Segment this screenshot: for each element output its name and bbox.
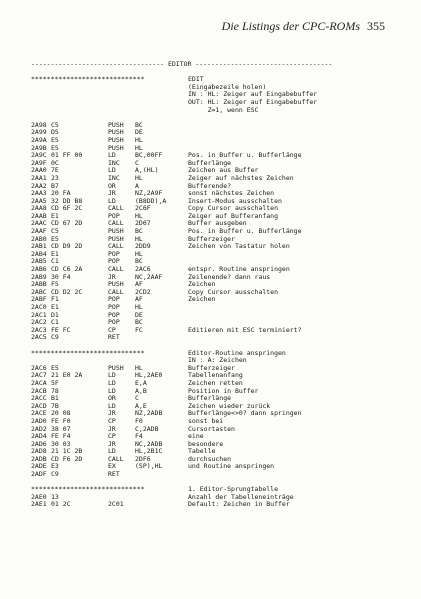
address: 2AA2 [31,181,47,190]
address: 2AC3 [31,325,47,334]
code-line [31,296,416,304]
mnemonic: POP [108,310,120,319]
code-line [31,441,416,449]
address: 2AA1 [31,173,47,182]
comment-text: Z=1, wenn ESC [188,105,259,114]
comment: besondere [188,439,224,448]
comment: eine [188,432,204,441]
comment: und Routine anspringen [188,462,275,471]
opcode-bytes: 0C [51,158,59,167]
address: 2ACC [31,394,47,403]
mnemonic: LD [108,371,116,380]
operand: DE [135,128,143,137]
address: 2AB4 [31,249,47,258]
mnemonic: LD [108,196,116,205]
address: 2AD4 [31,432,47,441]
operand: HL [135,249,143,258]
section-heading: Editor-Routine anspringen [188,348,286,357]
operand: BC [135,120,143,129]
mnemonic: CALL [108,242,124,251]
address: 2AD2 [31,424,47,433]
mnemonic: POP [108,318,120,327]
code-line [31,463,416,471]
opcode-bytes: 5F [51,378,59,387]
mnemonic: POP [108,249,120,258]
operand: C,2ADB [135,424,159,433]
address: 2ACE [31,409,47,418]
mnemonic: PUSH [108,363,124,372]
operand: BC,00FF [135,151,163,160]
comment: Zeichen retten [188,378,243,387]
address: 2AB9 [31,272,47,281]
operand: HL [135,135,143,144]
operand: HL,2B1C [135,447,163,456]
mnemonic: CALL [108,219,124,228]
address: 2AC5 [31,333,47,342]
address: 2A99 [31,128,47,137]
mnemonic: CP [108,325,116,334]
section-divider: ---------------------------------- EDITOR ----------------------------------- [31,60,333,68]
comment: sonst nächstes Zeichen [188,189,275,198]
operand: BC [135,318,143,327]
mnemonic: OR [108,181,116,190]
mnemonic: JR [108,272,116,281]
opcode-bytes: 38 07 [51,424,71,433]
address: 2AE1 [31,500,47,509]
operand: NC,2ADB [135,439,163,448]
address: 2ADE [31,462,47,471]
address: 2AC0 [31,303,47,311]
mnemonic: POP [108,295,120,304]
operand: NZ,2A9F [135,189,163,198]
comment: Zeichen [188,295,216,304]
comment: Anzahl der Tabelleneinträge [188,492,294,501]
comment-line [31,107,416,115]
operand: 2D67 [135,219,151,228]
mnemonic: RET [108,470,120,479]
address: 2ABF [31,295,47,304]
mnemonic: CALL [108,454,124,463]
opcode-bytes: 7E [51,166,59,175]
operand: F0 [135,416,143,425]
operand: HL [135,211,143,220]
section-heading: EDIT [188,75,204,84]
address: 2A9C [31,151,47,160]
comment: Insert-Modus ausschalten [188,196,282,205]
mnemonic: LD [108,447,116,456]
mnemonic: CALL [108,204,124,213]
mnemonic: JR [108,424,116,433]
opcode-bytes: F5 [51,280,59,289]
opcode-bytes: C5 [51,227,59,236]
operand: DE [135,310,143,319]
code-line [31,327,416,335]
mnemonic: LD [108,378,116,387]
operand: A,B [135,386,147,395]
code-line [31,129,416,137]
comment: Tabellenanfang [188,371,243,380]
opcode-bytes: C1 [51,318,59,327]
mnemonic: POP [108,257,120,266]
address: 2AAC [31,219,47,228]
comment: Pos. in Buffer u. Bufferlänge [188,151,302,160]
comment-text: (Eingabezeile holen) [188,82,267,91]
operand: HL [135,303,143,311]
opcode-bytes: C5 [51,120,59,129]
comment: durchsuchen [188,454,232,463]
operand: 2DF6 [135,454,151,463]
code-line [31,243,416,251]
mnemonic: CP [108,432,116,441]
mnemonic: POP [108,211,120,220]
address: 2AA8 [31,204,47,213]
address: 2AAF [31,227,47,236]
opcode-bytes: CD F6 2D [51,454,83,463]
comment: Bufferende? [188,181,232,190]
address: 2ABB [31,280,47,289]
opcode-bytes: B1 [51,394,59,403]
opcode-bytes: D1 [51,310,59,319]
opcode-bytes: E5 [51,143,59,152]
comment: sonst bei [188,416,224,425]
mnemonic: JR [108,439,116,448]
mnemonic: LD [108,401,116,410]
address: 2ADF [31,470,47,479]
mnemonic: PUSH [108,234,124,243]
mnemonic: CP [108,416,116,425]
opcode-bytes: CD 6F 2C [51,204,83,213]
opcode-bytes: C1 [51,257,59,266]
section-heading: 1. Editor-Sprungtabelle [188,485,279,494]
code-line [31,122,416,130]
code-line [31,433,416,441]
opcode-bytes: FE FC [51,325,71,334]
comment: Zeichen von Tastatur holen [188,242,290,251]
comment: Zeilenende? dann raus [188,272,271,281]
code-line [31,426,416,434]
opcode-bytes: 30 F4 [51,272,71,281]
operand: HL,2AE0 [135,371,163,380]
opcode-bytes: C9 [51,470,59,479]
operand: HL [135,143,143,152]
comment: Zeiger auf Bufferanfang [188,211,279,220]
comment: Bufferlänge [188,394,232,403]
code-line [31,289,416,297]
address: 2AD0 [31,416,47,425]
mnemonic: PUSH [108,120,124,129]
address: 2AA0 [31,166,47,175]
comment: Zeichen aus Buffer [188,166,259,175]
opcode-bytes: 21 E0 2A [51,371,83,380]
star-separator: ***************************** [31,485,145,494]
mnemonic: PUSH [108,143,124,152]
operand: HL [135,363,143,372]
mnemonic: INC [108,158,120,167]
mnemonic: LD [108,151,116,160]
operand: E,A [135,378,147,387]
opcode-bytes: CD D2 2C [51,287,83,296]
mnemonic: LD [108,386,116,395]
running-title: Die Listings der CPC-ROMs [221,19,360,33]
opcode-bytes: 78 [51,386,59,395]
code-line [31,410,416,418]
mnemonic: PUSH [108,135,124,144]
address: 2ABC [31,287,47,296]
operand: A,(HL) [135,166,159,175]
code-line [31,334,416,342]
blank-line [31,114,416,122]
opcode-bytes: 01 FF 00 [51,151,83,160]
address: 2AC7 [31,371,47,380]
operand: NC,2AAF [135,272,163,281]
comment: Bufferlänge<>0? dann springen [188,409,302,418]
comment: Zeiger auf nächstes Zeichen [188,173,294,182]
opcode-bytes: CD C6 2A [51,265,83,274]
address: 2AD8 [31,447,47,456]
page-header [0,19,421,35]
assembly-listing [31,61,416,581]
mnemonic: POP [108,303,120,311]
mnemonic: 2C01 [108,500,124,509]
address: 2AE0 [31,492,47,501]
opcode-bytes: 7B [51,401,59,410]
opcode-bytes: E5 [51,234,59,243]
operand: 2C6F [135,204,151,213]
mnemonic: JR [108,409,116,418]
code-line [31,137,416,145]
operand: BC [135,227,143,236]
code-line [31,274,416,282]
address: 2AA3 [31,189,47,198]
opcode-bytes: FE F4 [51,432,71,441]
operand: (B8DD),A [135,196,167,205]
operand: A,E [135,401,147,410]
opcode-bytes: E3 [51,462,59,471]
address: 2ADB [31,454,47,463]
comment: Default: Zeichen in Buffer [188,500,290,509]
opcode-bytes: 23 [51,173,59,182]
address: 2ACB [31,386,47,395]
opcode-bytes: 13 [51,492,59,501]
mnemonic: EX [108,462,116,471]
address: 2AB1 [31,242,47,251]
address: 2AC1 [31,310,47,319]
opcode-bytes: 21 1C 2B [51,447,83,456]
opcode-bytes: CD 67 2D [51,219,83,228]
mnemonic: LD [108,166,116,175]
opcode-bytes: F1 [51,295,59,304]
opcode-bytes: D5 [51,128,59,137]
page-number: 355 [367,19,385,33]
operand: 2AC6 [135,265,151,274]
star-separator: ***************************** [31,75,145,84]
address: 2AC6 [31,363,47,372]
operand: 2CD2 [135,287,151,296]
code-line [31,501,416,509]
code-line [31,251,416,259]
operand: NZ,2ADB [135,409,163,418]
opcode-bytes: 20 FA [51,189,71,198]
address: 2AB6 [31,265,47,274]
address: 2A9A [31,135,47,144]
operand: FC [135,325,143,334]
mnemonic: CALL [108,287,124,296]
opcode-bytes: C9 [51,333,59,342]
mnemonic: PUSH [108,227,124,236]
opcode-bytes: 01 2C [51,500,71,509]
comment: Editieren mit ESC terminiert? [188,325,302,334]
opcode-bytes: E1 [51,249,59,258]
comment: Bufferzeiger [188,363,235,372]
operand: A [135,181,139,190]
comment: Bufferlänge [188,158,232,167]
address: 2AA5 [31,196,47,205]
opcode-bytes: CD D9 2D [51,242,83,251]
address: 2A9F [31,158,47,167]
opcode-bytes: 20 08 [51,409,71,418]
comment: Copy Cursor ausschalten [188,204,279,213]
mnemonic: OR [108,394,116,403]
comment: Zeichen wieder zurück [188,401,271,410]
comment: Bufferzeiger [188,234,235,243]
address: 2ACA [31,378,47,387]
opcode-bytes: B7 [51,181,59,190]
code-line [31,471,416,479]
mnemonic: INC [108,173,120,182]
address: 2A9B [31,143,47,152]
address: 2ACD [31,401,47,410]
comment: Buffer ausgeben [188,219,247,228]
comment-text: IN : HL: Zeiger auf Eingabebuffer [188,90,318,99]
comment: Cursortasten [188,424,235,433]
opcode-bytes: 32 DD B8 [51,196,83,205]
operand: AF [135,280,143,289]
operand: C [135,394,139,403]
opcode-bytes: E1 [51,303,59,311]
operand: F4 [135,432,143,441]
address: 2A98 [31,120,47,129]
comment: Pos. in Buffer u. Bufferlänge [188,227,302,236]
operand: 2DD9 [135,242,151,251]
mnemonic: CALL [108,265,124,274]
comment: Zeichen [188,280,216,289]
operand: C [135,158,139,167]
mnemonic: JR [108,189,116,198]
operand: BC [135,257,143,266]
comment-text: OUT: HL: Zeiger auf Eingabebuffer [188,97,318,106]
address: 2AB5 [31,257,47,266]
operand: (SP),HL [135,462,163,471]
operand: HL [135,173,143,182]
opcode-bytes: 30 03 [51,439,71,448]
mnemonic: RET [108,333,120,342]
opcode-bytes: E5 [51,135,59,144]
comment: Position in Buffer [188,386,259,395]
operand: AF [135,295,143,304]
mnemonic: PUSH [108,280,124,289]
opcode-bytes: E1 [51,211,59,220]
opcode-bytes: FE F0 [51,416,71,425]
address: 2AB0 [31,234,47,243]
comment: Tabelle [188,447,216,456]
address: 2AD6 [31,439,47,448]
operand: HL [135,234,143,243]
comment-line [31,61,416,69]
comment: entspr. Routine anspringen [188,265,290,274]
comment-text: IN : A: Zeichen [188,356,247,365]
star-separator: ***************************** [31,348,145,357]
mnemonic: PUSH [108,128,124,137]
comment: Copy Cursor ausschalten [188,287,279,296]
address: 2AAB [31,211,47,220]
address: 2AC2 [31,318,47,327]
code-line [31,312,416,320]
code-line [31,304,416,312]
opcode-bytes: E5 [51,363,59,372]
